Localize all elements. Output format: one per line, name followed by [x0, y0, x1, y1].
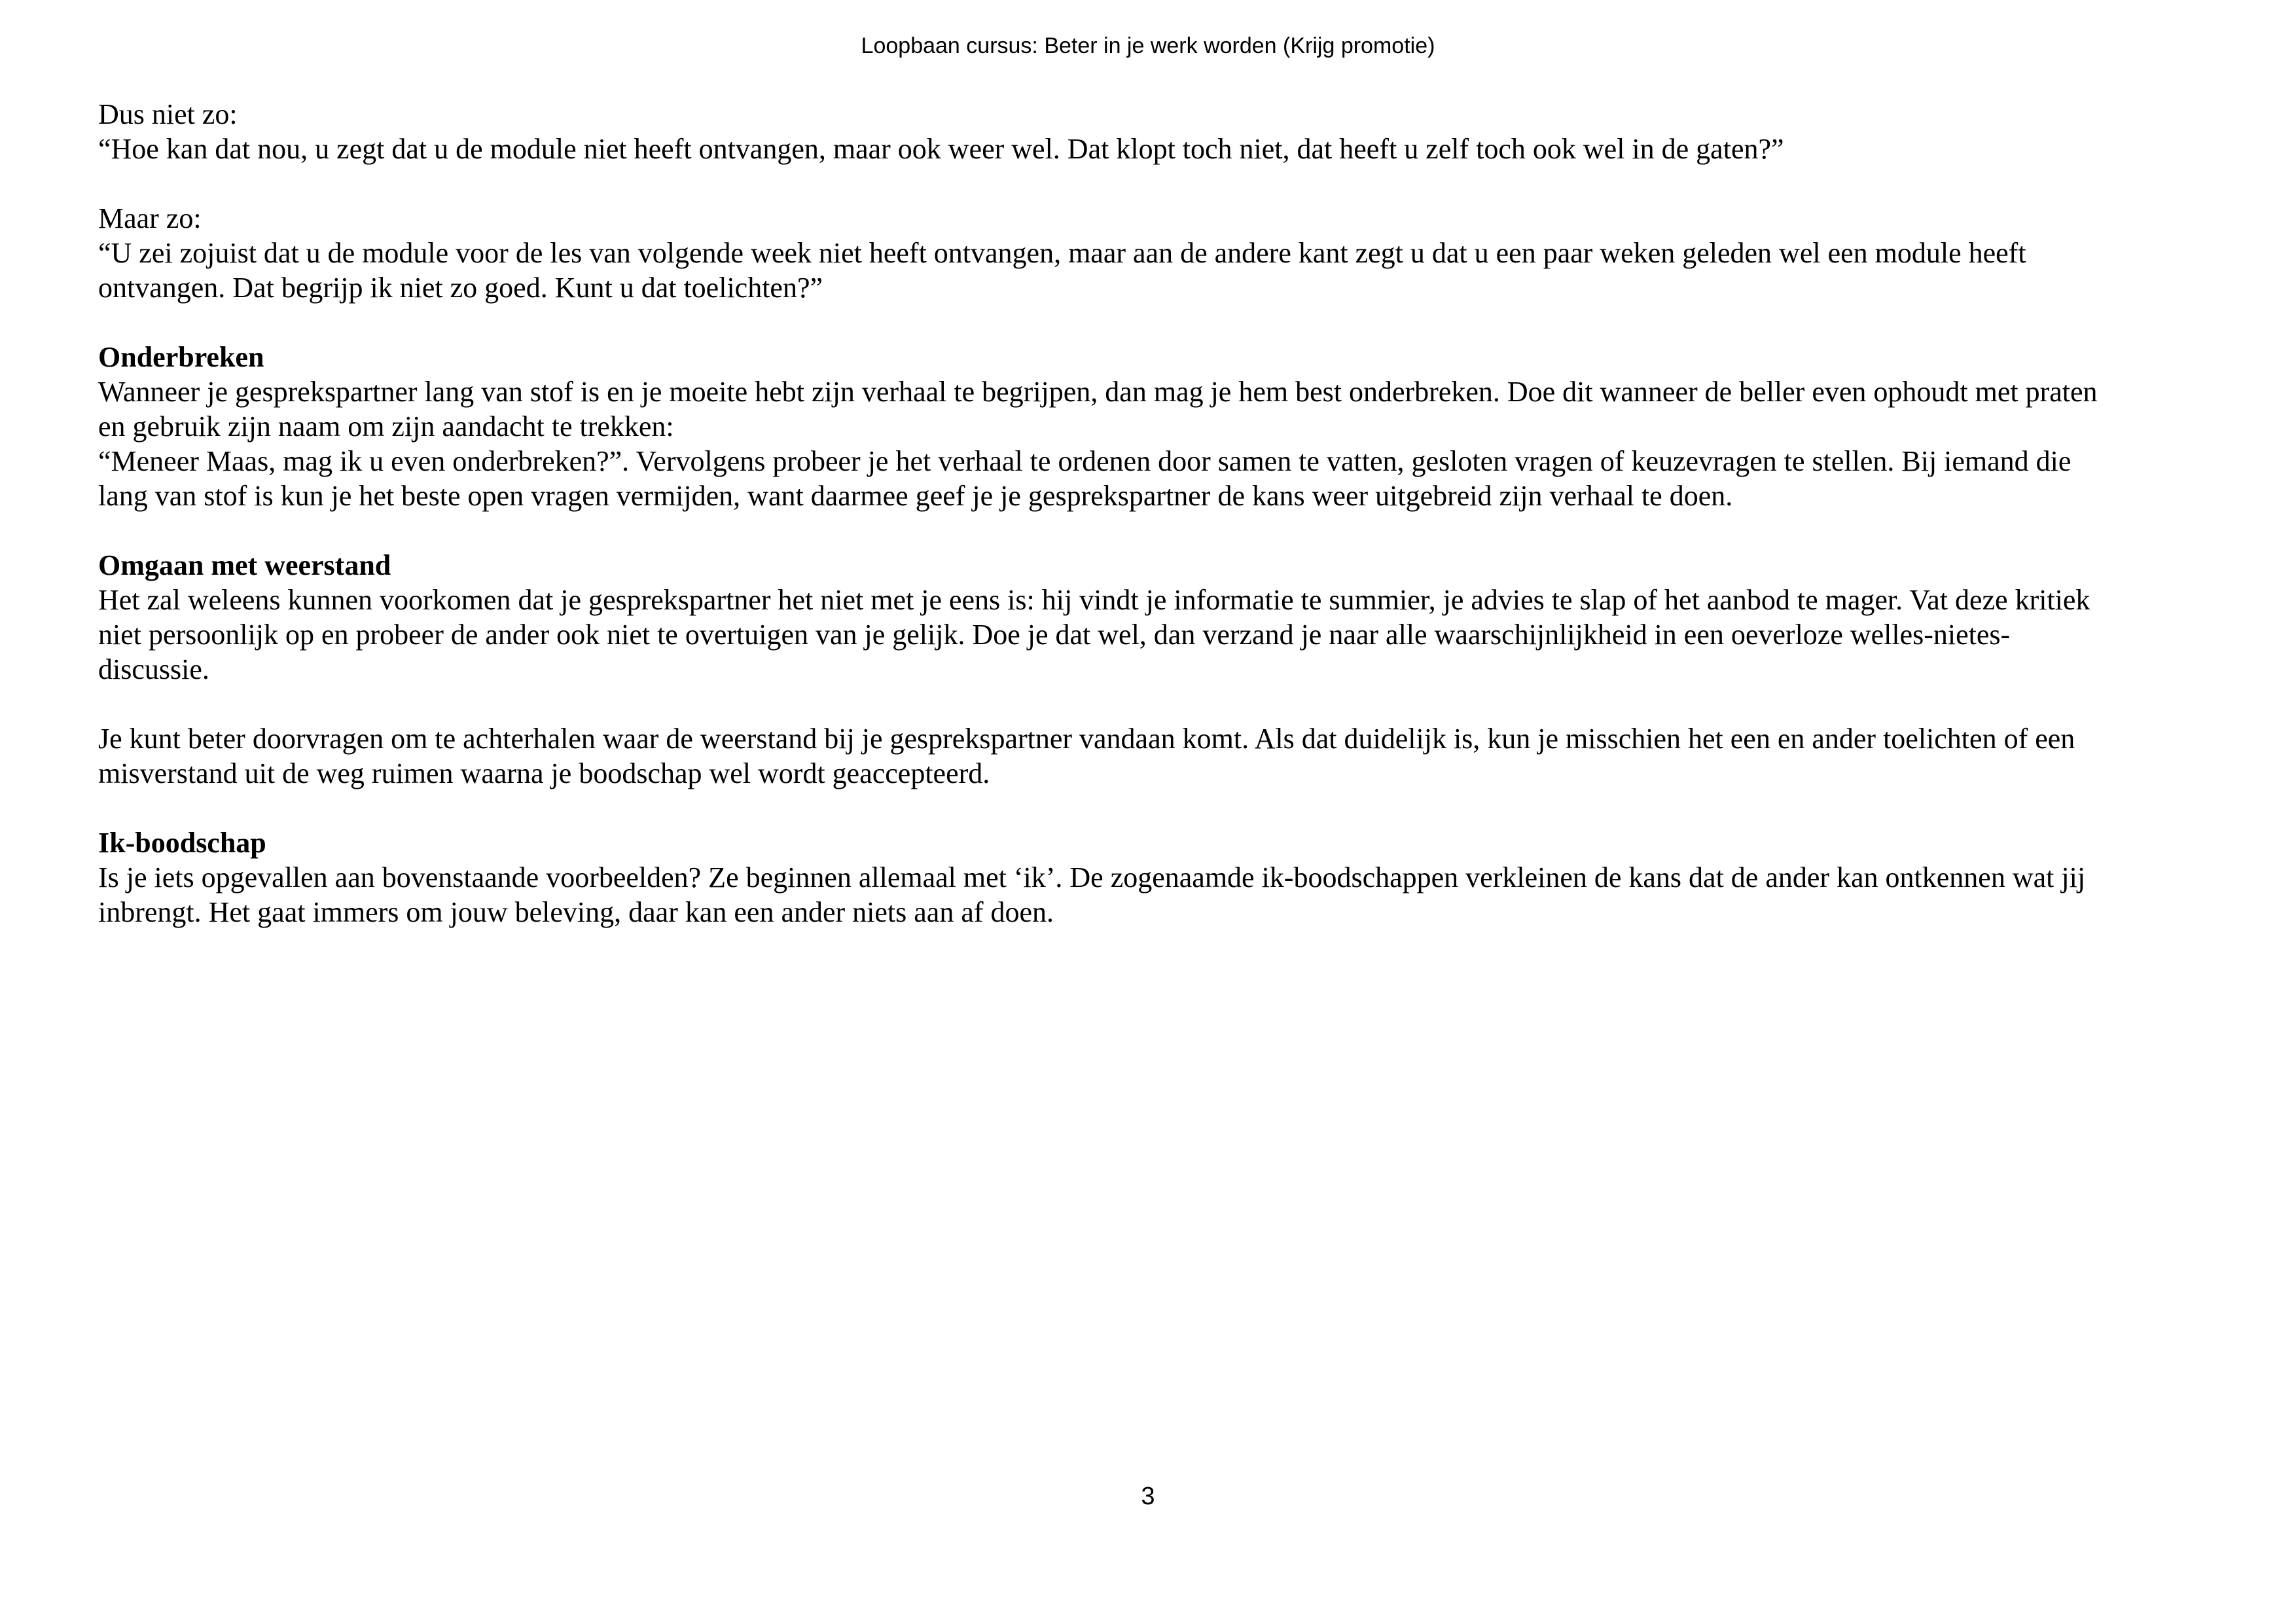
- section-heading-ik-boodschap: Ik-boodschap: [98, 827, 266, 859]
- running-header: Loopbaan cursus: Beter in je werk worden (Krijg promotie): [861, 33, 1435, 58]
- page-number: 3: [1141, 1483, 1155, 1510]
- ik-boodschap-text-line: inbrengt. Het gaat immers om jouw beleving, daar kan een ander niets aan af doen.: [98, 896, 1054, 928]
- page-content: [98, 97, 2219, 929]
- weerstand-text-line: Je kunt beter doorvragen om te achterhalen waar de weerstand bij je gesprekspartner vandaan komt. Als dat duidelijk is, kun je misschien het een en ander toelichten of een: [98, 723, 2075, 755]
- section-heading-omgaan-met-weerstand: Omgaan met weerstand: [98, 549, 391, 581]
- not-like-quote: “Hoe kan dat nou, u zegt dat u de module niet heeft ontvangen, maar ook weer wel. Dat klopt toch niet, dat heeft u zelf toch ook wel in de gaten?”: [98, 133, 1784, 165]
- paragraph-gap: [98, 791, 2219, 825]
- paragraph-gap: [98, 305, 2219, 340]
- onderbreken-text-line: en gebruik zijn naam om zijn aandacht te trekken:: [98, 410, 674, 442]
- paragraph-gap: [98, 166, 2219, 201]
- paragraph-gap: [98, 687, 2219, 721]
- onderbreken-text-line: lang van stof is kun je het beste open vragen vermijden, want daarmee geef je je gesprekspartner de kans weer uitgebreid zijn verhaal te doen.: [98, 480, 1733, 512]
- like-label: Maar zo:: [98, 202, 202, 234]
- ik-boodschap-text-line: Is je iets opgevallen aan bovenstaande voorbeelden? Ze beginnen allemaal met ‘ik’. De zogenaamde ik-boodschappen verkleinen de kans dat de ander kan ontkennen wat jij: [98, 861, 2086, 893]
- like-quote-line: ontvangen. Dat begrijp ik niet zo goed. Kunt u dat toelichten?”: [98, 272, 823, 304]
- weerstand-text-line: misverstand uit de weg ruimen waarna je boodschap wel wordt geaccepteerd.: [98, 757, 990, 789]
- section-heading-onderbreken: Onderbreken: [98, 341, 264, 373]
- weerstand-text-line: niet persoonlijk op en probeer de ander ook niet te overtuigen van je gelijk. Doe je dat wel, dan verzand je naar alle waarschijnlijkheid in een oeverloze welles-nietes-: [98, 619, 2011, 651]
- not-like-label: Dus niet zo:: [98, 98, 238, 130]
- weerstand-text-line: discussie.: [98, 653, 209, 685]
- paragraph-gap: [98, 513, 2219, 548]
- weerstand-text-line: Het zal weleens kunnen voorkomen dat je gesprekspartner het niet met je eens is: hij vindt je informatie te summier, je advies te slap of het aanbod te mager. Vat deze kritiek: [98, 584, 2090, 616]
- like-quote-line: “U zei zojuist dat u de module voor de les van volgende week niet heeft ontvangen, maar aan de andere kant zegt u dat u een paar weken geleden wel een module heeft: [98, 237, 2026, 269]
- onderbreken-text-line: “Meneer Maas, mag ik u even onderbreken?”. Vervolgens probeer je het verhaal te ordenen door samen te vatten, gesloten vragen of keuzevragen te stellen. Bij iemand die: [98, 445, 2072, 477]
- onderbreken-text-line: Wanneer je gesprekspartner lang van stof is en je moeite hebt zijn verhaal te begrijpen, dan mag je hem best onderbreken. Doe dit wanneer de beller even ophoudt met praten: [98, 376, 2098, 408]
